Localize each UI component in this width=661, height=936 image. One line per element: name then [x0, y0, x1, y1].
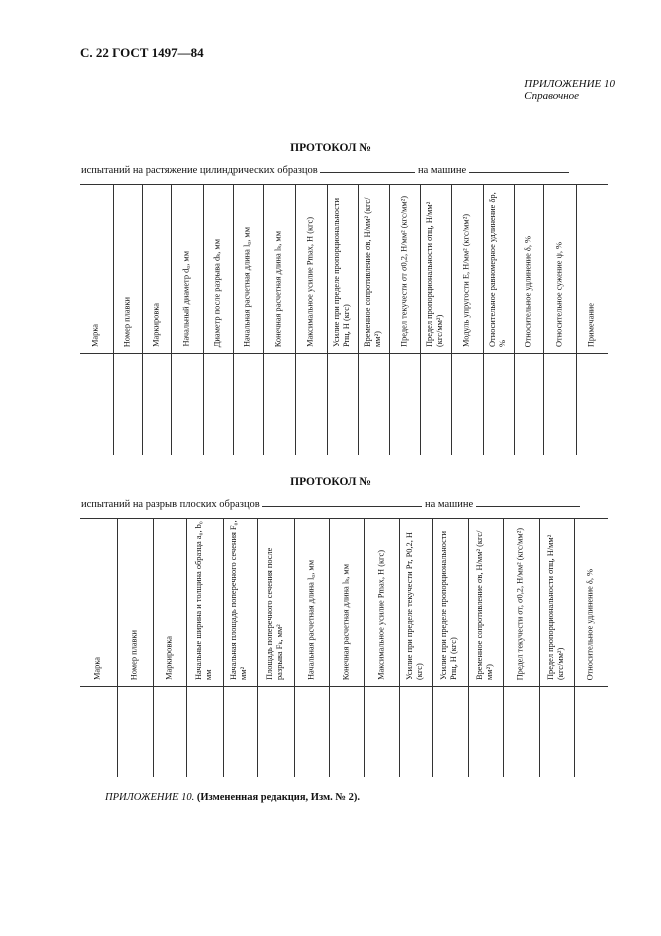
protocol1-header-row: [80, 185, 608, 354]
protocol1-col-header: [113, 185, 142, 354]
protocol1-data-cell[interactable]: [203, 354, 233, 455]
protocol2-col-header-label: Временное сопротивление σв, Н/мм² (кгс/мм²): [474, 530, 494, 680]
protocol2-col-header: [223, 519, 257, 687]
protocol1-col-header-label: Предел пропорциональности σпц, Н/мм² (кгс/мм²): [424, 201, 444, 347]
protocol1-data-cell[interactable]: [514, 354, 543, 455]
protocol1-machine-blank: [469, 163, 569, 173]
protocol2-data-cell[interactable]: [117, 687, 153, 777]
appendix-label: [524, 78, 615, 102]
protocol2-col-header-label: Предел текучести σт, σ0,2, Н/мм² (кгс/мм²): [515, 527, 525, 680]
protocol1-data-cell[interactable]: [389, 354, 420, 455]
protocol2-col-header-label: Предел пропорциональности σпц, Н/мм² (кгс/мм²): [545, 534, 565, 680]
page-header: С. 22 ГОСТ 1497—84: [80, 45, 204, 60]
protocol2-col-header: [468, 519, 503, 687]
protocol1-data-cell[interactable]: [483, 354, 514, 455]
protocol2-col-header: [432, 519, 468, 687]
protocol2-col-header: [539, 519, 574, 687]
protocol2-col-header-label: Усилие при пределе пропорциональности Pпц, Н (кгс): [439, 531, 458, 680]
protocol1-col-header-label: Максимальное усилие Pmax, Н (кгс): [305, 217, 315, 347]
protocol2-col-header: [329, 519, 364, 687]
protocol1-col-header: [80, 185, 113, 354]
protocol2-col-header-label: Маркировка: [164, 636, 173, 680]
protocol2-col-header-label: Начальная расчетная длина l₀, мм: [306, 559, 315, 680]
footer-ref: ПРИЛОЖЕНИЕ 10.: [105, 792, 195, 803]
footer-text: (Измененная редакция, Изм. № 2).: [196, 792, 360, 803]
protocol2-col-header: [364, 519, 399, 687]
protocol2-data-cell[interactable]: [294, 687, 329, 777]
protocol1-col-header: [171, 185, 203, 354]
protocol2-col-header: [186, 519, 223, 687]
protocol1-col-header-label: Маркировка: [151, 303, 160, 347]
protocol1-data-cell[interactable]: [142, 354, 171, 455]
protocol2-col-header-label: Начальная площадь поперечного сечения F₀, мм²: [229, 520, 248, 680]
protocol1-data-row[interactable]: [80, 354, 608, 455]
protocol1-col-header: [263, 185, 295, 354]
appendix-title: ПРИЛОЖЕНИЕ 10: [524, 78, 615, 90]
protocol2-col-header-label: Усилие при пределе текучести Pт, P0,2, Н (кгс): [404, 532, 424, 680]
protocol1-col-header: [295, 185, 327, 354]
protocol2-data-cell[interactable]: [257, 687, 294, 777]
protocol1-col-header-label: Усилие при пределе пропорциональности Pпц, Н (кгс): [331, 198, 351, 347]
protocol1-data-cell[interactable]: [80, 354, 113, 455]
protocol1-col-header-label: Временное сопротивление σв, Н/мм² (кгс/мм²): [362, 197, 382, 347]
protocol2-data-cell[interactable]: [503, 687, 539, 777]
protocol2-prefix: испытаний на разрыв плоских образцов: [81, 499, 260, 510]
protocol1-col-header-label: Относительное равномерное удлинение δр, %: [487, 192, 507, 347]
protocol1-col-header: [420, 185, 451, 354]
protocol1-col-header-label: Модуль упругости E, Н/мм² (кгс/мм²): [461, 214, 471, 347]
protocol1-col-header-label: Относительное сужение ψ, %: [554, 241, 563, 347]
protocol1-data-cell[interactable]: [171, 354, 203, 455]
protocol2-data-cell[interactable]: [153, 687, 186, 777]
protocol1-data-cell[interactable]: [543, 354, 576, 455]
protocol2-data-cell[interactable]: [223, 687, 257, 777]
protocol2-col-header-label: Начальные ширина и толщина образца a₀, b₀ мм: [193, 521, 213, 680]
protocol2-col-header-label: Площадь поперечного сечения после разрыва Fₖ, мм²: [264, 547, 284, 680]
protocol2-sample-blank: [262, 497, 422, 507]
protocol1-col-header: [514, 185, 543, 354]
protocol1-col-header-label: Марка: [90, 323, 100, 347]
protocol2-col-header-label: Марка: [92, 656, 102, 680]
protocol1-machine-label: на машине: [417, 165, 467, 176]
protocol1-col-header: [142, 185, 171, 354]
protocol2-col-header: [574, 519, 608, 687]
protocol1-data-cell[interactable]: [113, 354, 142, 455]
protocol2-data-cell[interactable]: [432, 687, 468, 777]
protocol1-table: [80, 184, 608, 455]
protocol2-machine-label: на машине: [425, 499, 474, 510]
protocol2-col-header-label: Максимальное усилие Pmax, Н (кгс): [376, 550, 385, 680]
protocol2-col-header: [399, 519, 432, 687]
protocol1-col-header: [483, 185, 514, 354]
protocol1-col-header: [576, 185, 608, 354]
protocol1-data-cell[interactable]: [327, 354, 358, 455]
protocol2-data-cell[interactable]: [399, 687, 432, 777]
protocol1-col-header: [451, 185, 483, 354]
protocol1-data-cell[interactable]: [263, 354, 295, 455]
protocol1-data-cell[interactable]: [576, 354, 608, 455]
protocol1-col-header-label: Диаметр после разрыва dₖ, мм: [212, 238, 222, 347]
protocol1-col-header: [203, 185, 233, 354]
protocol2-col-header-label: Конечная расчетная длина lₖ, мм: [341, 563, 350, 680]
protocol2-line: [81, 497, 580, 510]
protocol1-data-cell[interactable]: [295, 354, 327, 455]
protocol2-data-cell[interactable]: [364, 687, 399, 777]
appendix-subtitle: Справочное: [524, 90, 580, 102]
protocol2-header-row: [80, 519, 608, 687]
protocol2-data-cell[interactable]: [468, 687, 503, 777]
protocol1-sample-blank: [320, 163, 415, 173]
protocol2-col-header: [294, 519, 329, 687]
protocol1-col-header-label: Начальная расчетная длина l₀, мм: [242, 226, 252, 347]
footer-note: [105, 792, 360, 803]
protocol1-line: [81, 163, 569, 176]
protocol1-col-header: [389, 185, 420, 354]
protocol2-col-header: [153, 519, 186, 687]
protocol2-col-header-label: Номер плавки: [129, 629, 139, 680]
protocol2-data-cell[interactable]: [539, 687, 574, 777]
protocol1-data-cell[interactable]: [358, 354, 389, 455]
protocol2-data-cell[interactable]: [80, 687, 117, 777]
protocol2-data-cell[interactable]: [329, 687, 364, 777]
protocol1-col-header-label: Номер плавки: [122, 296, 131, 347]
protocol1-title: ПРОТОКОЛ №: [290, 142, 371, 154]
protocol2-machine-blank: [476, 497, 580, 507]
protocol1-prefix: испытаний на растяжение цилиндрических образцов: [81, 165, 318, 176]
protocol2-data-cell[interactable]: [186, 687, 223, 777]
protocol1-col-header: [358, 185, 389, 354]
protocol2-col-header: [117, 519, 153, 687]
protocol2-data-row[interactable]: [80, 687, 608, 777]
protocol1-col-header-label: Начальный диаметр d₀, мм: [181, 251, 191, 347]
protocol1-data-cell[interactable]: [420, 354, 451, 455]
protocol2-table: [80, 518, 608, 777]
protocol1-col-header-label: Предел текучести σт σ0,2, Н/мм² (кгс/мм²): [399, 196, 408, 347]
protocol1-data-cell[interactable]: [233, 354, 263, 455]
protocol2-col-header: [257, 519, 294, 687]
protocol1-col-header-label: Примечание: [586, 302, 596, 347]
protocol2-col-header: [80, 519, 117, 687]
protocol1-col-header: [233, 185, 263, 354]
protocol2-title: ПРОТОКОЛ №: [290, 476, 371, 488]
protocol2-col-header: [503, 519, 539, 687]
protocol1-data-cell[interactable]: [451, 354, 483, 455]
protocol1-col-header-label: Относительное удлинение δ, %: [523, 235, 532, 347]
protocol2-data-cell[interactable]: [574, 687, 608, 777]
protocol2-col-header-label: Относительное удлинение δ, %: [585, 568, 595, 680]
protocol1-col-header: [543, 185, 576, 354]
protocol1-col-header: [327, 185, 358, 354]
protocol1-col-header-label: Конечная расчетная длина lₖ, мм: [273, 230, 283, 347]
